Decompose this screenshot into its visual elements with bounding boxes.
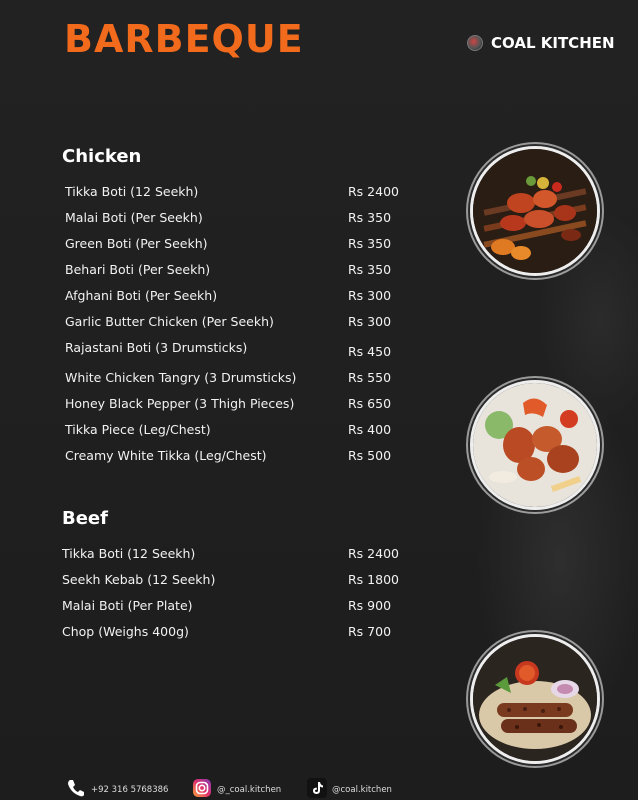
- item-name: Garlic Butter Chicken (Per Seekh): [65, 314, 274, 329]
- photo-chicken-skewers: [470, 146, 600, 276]
- item-name: Behari Boti (Per Seekh): [65, 262, 211, 277]
- item-name: Green Boti (Per Seekh): [65, 236, 208, 251]
- coal-kitchen-logo-icon: [467, 35, 483, 51]
- brand-name: COAL KITCHEN: [491, 34, 615, 52]
- tiktok-icon: [307, 778, 327, 800]
- tiktok-handle[interactable]: @coal.kitchen: [332, 784, 392, 795]
- item-price: Rs 300: [348, 288, 392, 303]
- item-name: Honey Black Pepper (3 Thigh Pieces): [65, 396, 295, 411]
- item-price: Rs 350: [348, 236, 392, 251]
- photo-seekh-kebab: [470, 634, 600, 764]
- item-price: Rs 450: [348, 344, 392, 359]
- photo-chicken-tikka: [470, 380, 600, 510]
- item-price: Rs 650: [348, 396, 392, 411]
- item-name: Tikka Boti (12 Seekh): [62, 546, 196, 561]
- item-price: Rs 1800: [348, 572, 399, 587]
- footer: [0, 778, 638, 800]
- item-name: Malai Boti (Per Seekh): [65, 210, 203, 225]
- item-price: Rs 700: [348, 624, 392, 639]
- item-price: Rs 550: [348, 370, 392, 385]
- item-price: Rs 2400: [348, 546, 399, 561]
- item-price: Rs 350: [348, 262, 392, 277]
- instagram-handle[interactable]: @_coal.kitchen: [217, 784, 282, 795]
- footer-instagram[interactable]: [192, 778, 281, 800]
- footer-tiktok[interactable]: [307, 778, 392, 800]
- item-price: Rs 500: [348, 448, 392, 463]
- item-price: Rs 300: [348, 314, 392, 329]
- section-title-beef: Beef: [62, 508, 108, 529]
- item-name: Creamy White Tikka (Leg/Chest): [65, 448, 267, 463]
- chicken-menu-list: [65, 184, 425, 464]
- item-price: Rs 400: [348, 422, 392, 437]
- beef-menu-list: [62, 546, 422, 646]
- item-name: Rajastani Boti (3 Drumsticks): [65, 340, 248, 355]
- footer-phone: [66, 778, 168, 800]
- brand: [467, 34, 615, 52]
- item-price: Rs 900: [348, 598, 392, 613]
- item-price: Rs 2400: [348, 184, 399, 199]
- item-name: Seekh Kebab (12 Seekh): [62, 572, 216, 587]
- page-title: BARBEQUE: [64, 17, 304, 61]
- section-title-chicken: Chicken: [62, 146, 142, 167]
- item-name: Tikka Piece (Leg/Chest): [65, 422, 211, 437]
- item-name: Malai Boti (Per Plate): [62, 598, 193, 613]
- item-name: Chop (Weighs 400g): [62, 624, 189, 639]
- instagram-icon: [192, 778, 212, 800]
- phone-icon: [66, 778, 86, 800]
- phone-number: +92 316 5768386: [91, 784, 169, 795]
- item-name: Afghani Boti (Per Seekh): [65, 288, 218, 303]
- item-name: Tikka Boti (12 Seekh): [65, 184, 199, 199]
- item-price: Rs 350: [348, 210, 392, 225]
- item-name: White Chicken Tangry (3 Drumsticks): [65, 370, 297, 385]
